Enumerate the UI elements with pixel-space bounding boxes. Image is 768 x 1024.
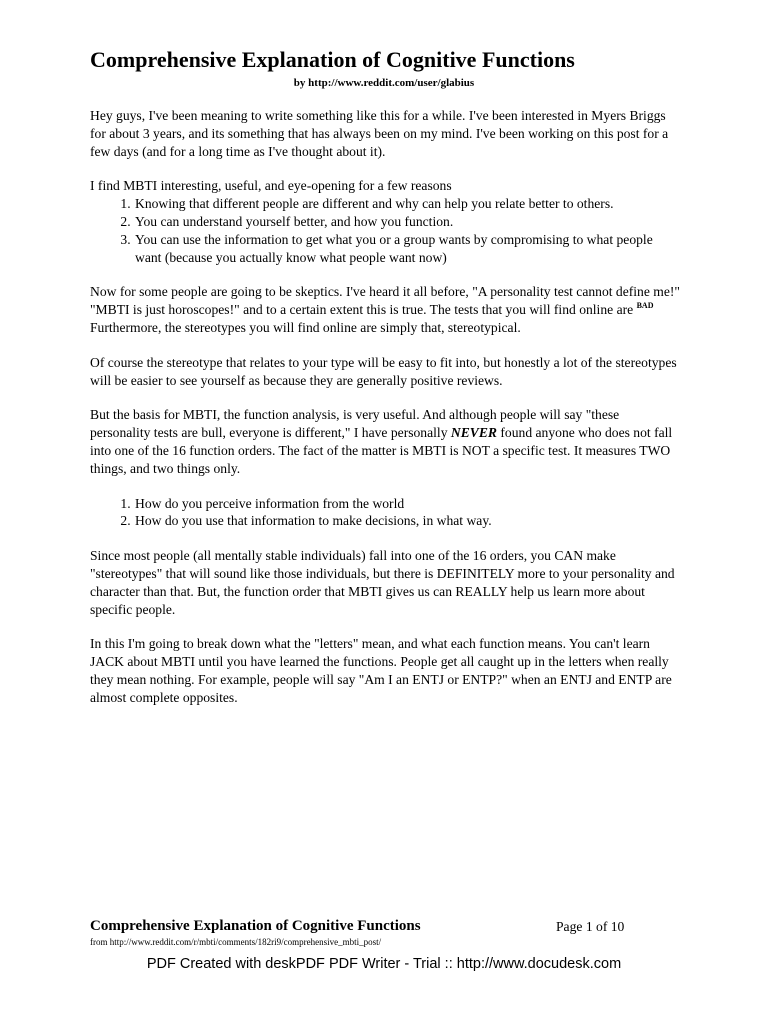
- pdf-creator-watermark: PDF Created with deskPDF PDF Writer - Trial :: http://www.docudesk.com: [146, 956, 622, 972]
- paragraph-intro: Hey guys, I've been meaning to write something like this for a while. I've been interested in Myers Briggs for about 3 years, and its something that has always been on my mind. I've been working on this post for a few days (and for a long time as I've thought about it).: [90, 108, 669, 159]
- emphasis-never: NEVER: [450, 425, 497, 441]
- list-item: 1. How do you perceive information from the world: [134, 495, 680, 513]
- list-item: 2. How do you use that information to make decisions, in what way.: [134, 512, 680, 530]
- list-item: 2. You can understand yourself better, and how you function.: [134, 213, 680, 231]
- superscript-bad: BAD: [636, 301, 654, 311]
- paragraph-basis-part-b: found anyone who does not fall into one of the 16 function orders. The fact of the matter is MBTI is NOT a specific test. It measures TWO things, and two things only.: [90, 425, 673, 476]
- footer-source-url: from http://www.reddit.com/r/mbti/comments/182ri9/comprehensive_mbti_post/: [90, 937, 382, 947]
- measures-list: [90, 495, 680, 531]
- document-title: Comprehensive Explanation of Cognitive Functions: [90, 47, 575, 72]
- list-item: 3. You can use the information to get what you or a group wants by compromising to what people want (because you actually know what people want now): [134, 231, 680, 267]
- paragraph-skeptics: [90, 283, 680, 336]
- paragraph-skeptics-part-a: Now for some people are going to be skeptics. I've heard it all before, "A personality test cannot define me!" "MBTI is just horoscopes!" and to a certain extent this is true. The tests that you will find online are: [90, 284, 680, 318]
- document-body: [90, 107, 680, 724]
- paragraph-orders: Since most people (all mentally stable individuals) fall into one of the 16 orders, you CAN make "stereotypes" that will sound like those individuals, but there is DEFINITELY more to your personality and character than that. But, the function order that MBTI gives us can REALLY help us learn more about specific people.: [90, 548, 675, 617]
- paragraph-basis-part-a: But the basis for MBTI, the function analysis, is very useful. And although people will say "these personality tests are bull, everyone is different," I have personally: [90, 407, 620, 441]
- list-item: 1. Knowing that different people are different and why can help you relate better to others.: [134, 195, 680, 213]
- paragraph-skeptics-part-b: Furthermore, the stereotypes you will find online are simply that, stereotypical.: [90, 319, 521, 335]
- document-byline: by http://www.reddit.com/user/glabius: [293, 77, 475, 89]
- paragraph-reasons-lead: I find MBTI interesting, useful, and eye-opening for a few reasons: [90, 178, 452, 194]
- paragraph-basis: [90, 406, 680, 477]
- paragraph-stereotype: Of course the stereotype that relates to your type will be easy to fit into, but honestly a lot of the stereotypes will be easier to see yourself as because they are generally positive reviews.: [90, 354, 677, 388]
- footer-title: Comprehensive Explanation of Cognitive Functions: [90, 918, 421, 934]
- reasons-list: [90, 195, 680, 266]
- page-number: Page 1 of 10: [556, 919, 625, 934]
- paragraph-letters: In this I'm going to break down what the "letters" mean, and what each function means. You can't learn JACK about MBTI until you have learned the functions. People get all caught up in the letters when really they mean nothing. For example, people will say "Am I an ENTJ or ENTP?" when an ENTJ and ENTP are almost complete opposites.: [90, 636, 672, 705]
